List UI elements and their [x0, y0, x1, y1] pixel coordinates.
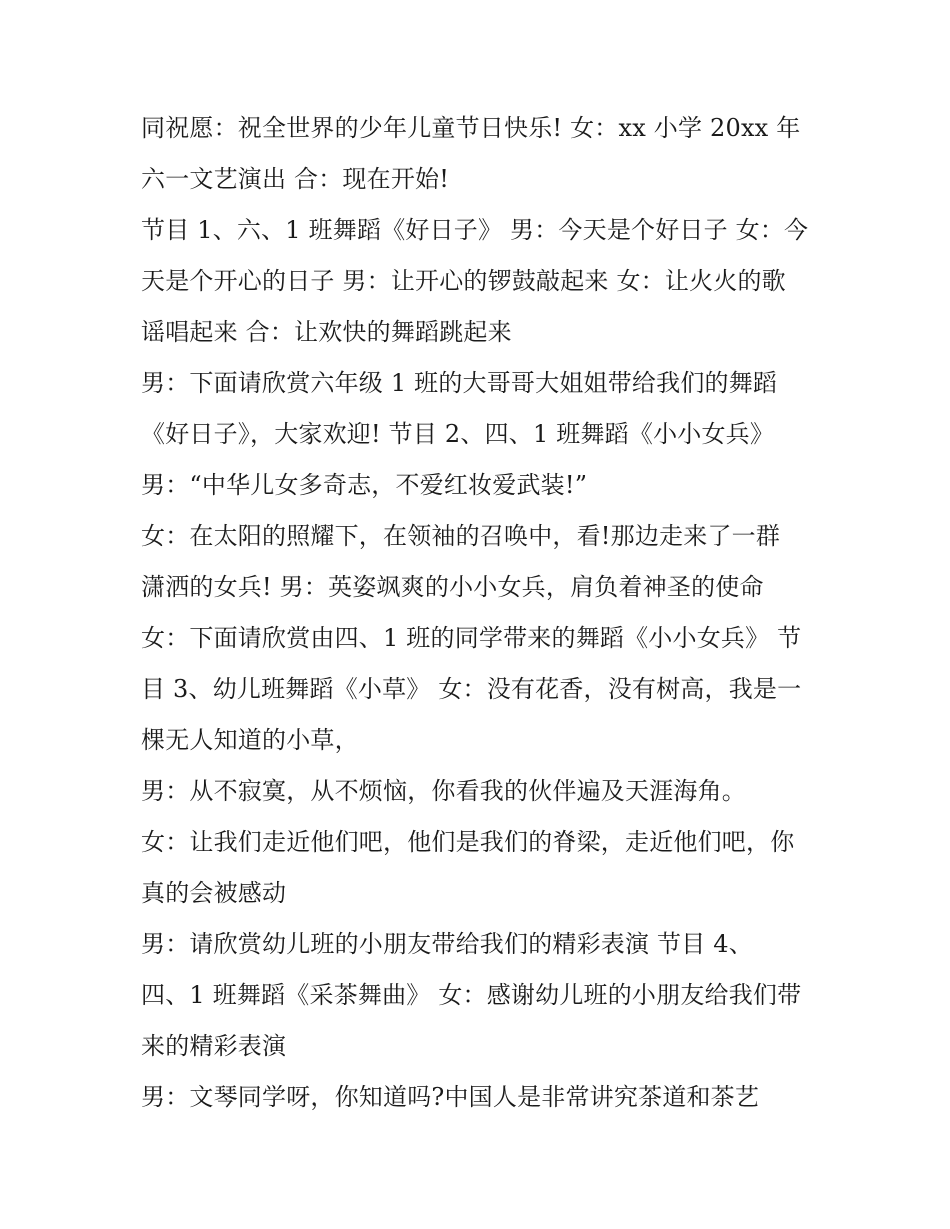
text-line-8: 男：“中华儿女多奇志，不爱红妆爱武装!” [141, 471, 588, 499]
text-line-10: 潇洒的女兵! 男：英姿飒爽的小小女兵，肩负着神圣的使命 [141, 573, 764, 601]
text-line-15: 女：让我们走近他们吧，他们是我们的脊梁，走近他们吧，你 [141, 828, 795, 856]
text-line-11: 女：下面请欣赏由四、1 班的同学带来的舞蹈《小小女兵》 节 [141, 624, 802, 652]
text-line-2: 六一文艺演出 合：现在开始! [141, 165, 450, 193]
text-line-4: 天是个开心的日子 男：让开心的锣鼓敲起来 女：让火火的歌 [141, 267, 786, 295]
text-line-12: 目 3、幼儿班舞蹈《小草》 女：没有花香，没有树高，我是一 [141, 675, 802, 703]
text-line-19: 来的精彩表演 [141, 1032, 287, 1060]
text-line-5: 谣唱起来 合：让欢快的舞蹈跳起来 [141, 318, 512, 346]
text-line-13: 棵无人知道的小草， [141, 726, 359, 754]
text-line-18: 四、1 班舞蹈《采茶舞曲》 女：感谢幼儿班的小朋友给我们带 [141, 981, 802, 1009]
text-line-17: 男：请欣赏幼儿班的小朋友带给我们的精彩表演 节目 4、 [141, 930, 753, 958]
text-line-6: 男：下面请欣赏六年级 1 班的大哥哥大姐姐带给我们的舞蹈 [141, 369, 778, 397]
text-line-7: 《好日子》，大家欢迎! 节目 2、四、1 班舞蹈《小小女兵》 [141, 420, 775, 448]
text-line-14: 男：从不寂寞，从不烦恼，你看我的伙伴遍及天涯海角。 [141, 777, 746, 805]
text-line-20: 男：文琴同学呀，你知道吗?中国人是非常讲究茶道和茶艺 [141, 1083, 760, 1111]
text-line-3: 节目 1、六、1 班舞蹈《好日子》 男：今天是个好日子 女：今 [141, 216, 809, 244]
text-line-1: 同祝愿：祝全世界的少年儿童节日快乐! 女：xx 小学 20xx 年 [141, 114, 801, 142]
text-line-9: 女：在太阳的照耀下，在领袖的召唤中，看!那边走来了一群 [141, 522, 781, 550]
text-line-16: 真的会被感动 [141, 879, 287, 907]
